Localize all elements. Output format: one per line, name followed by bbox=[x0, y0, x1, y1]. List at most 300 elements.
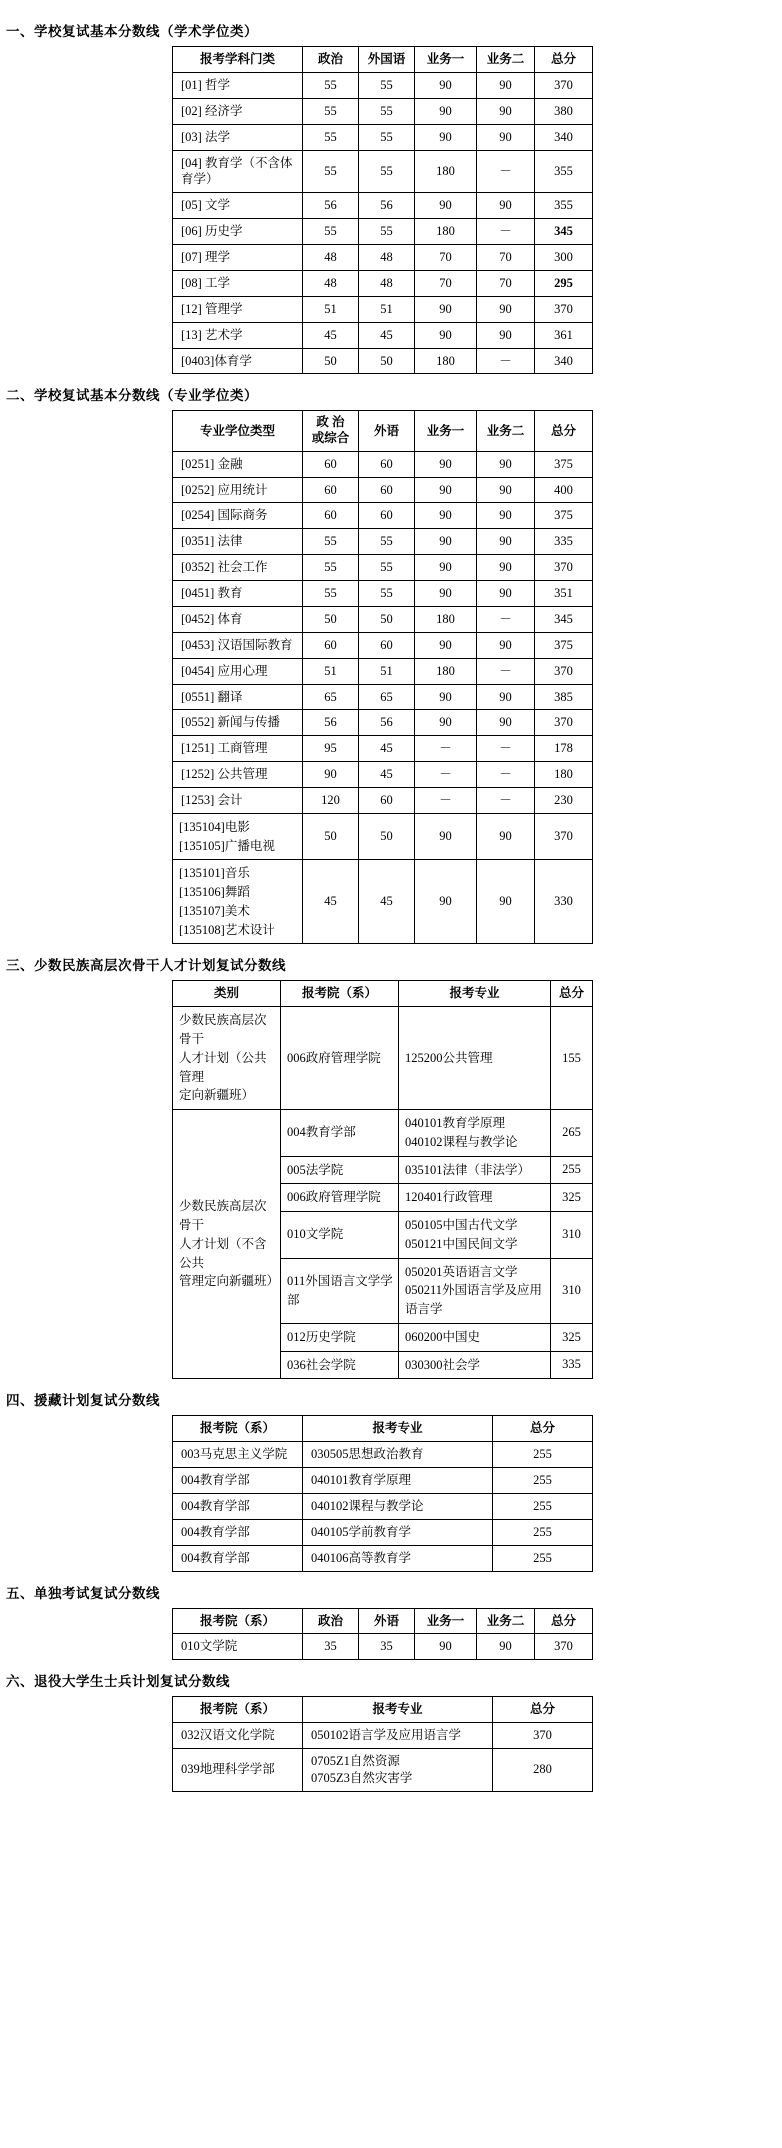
cell-major bbox=[399, 1110, 551, 1157]
cell-total: 375 bbox=[535, 451, 593, 477]
cell-politics: 55 bbox=[303, 555, 359, 581]
cell-total: 265 bbox=[551, 1110, 593, 1157]
cell-sub2: 90 bbox=[477, 632, 535, 658]
cell-foreign: 50 bbox=[359, 813, 415, 860]
table-row bbox=[173, 736, 593, 762]
cell-college: 010文学院 bbox=[281, 1212, 399, 1259]
cell-total: 400 bbox=[535, 477, 593, 503]
cell-politics: 45 bbox=[303, 322, 359, 348]
col-header-politics: 政治 bbox=[303, 1608, 359, 1634]
cell-politics: 120 bbox=[303, 788, 359, 814]
cell-foreign: 55 bbox=[359, 98, 415, 124]
cell-politics: 60 bbox=[303, 451, 359, 477]
col-header-foreign-language: 外语 bbox=[359, 411, 415, 451]
cell-major bbox=[399, 1351, 551, 1379]
cell-major bbox=[399, 1258, 551, 1323]
cell-total: 370 bbox=[535, 555, 593, 581]
cell-sub1: 90 bbox=[415, 632, 477, 658]
cell-foreign: 55 bbox=[359, 529, 415, 555]
cell-college: 010文学院 bbox=[173, 1634, 303, 1660]
major-line: 125200公共管理 bbox=[405, 1050, 493, 1065]
cell-sub2: 90 bbox=[477, 503, 535, 529]
cell-college: 006政府管理学院 bbox=[281, 1007, 399, 1110]
table-row bbox=[173, 1749, 593, 1792]
cell-major bbox=[303, 1723, 493, 1749]
cell-total: 325 bbox=[551, 1184, 593, 1212]
cell-sub1: 90 bbox=[415, 98, 477, 124]
cell-total: 295 bbox=[535, 270, 593, 296]
cell-college: 004教育学部 bbox=[281, 1110, 399, 1157]
cell-college: 032汉语文化学院 bbox=[173, 1723, 303, 1749]
cell-degree-type: [0251] 金融 bbox=[173, 451, 303, 477]
cell-sub1: 90 bbox=[415, 124, 477, 150]
col-header-major: 报考专业 bbox=[303, 1697, 493, 1723]
cell-foreign: 55 bbox=[359, 150, 415, 193]
major-line: 050201英语语言文学 bbox=[405, 1264, 518, 1279]
cell-category bbox=[173, 1007, 281, 1110]
header-line-1: 政 治 bbox=[316, 415, 345, 430]
cell-discipline: [06] 历史学 bbox=[173, 219, 303, 245]
cell-major bbox=[399, 1212, 551, 1259]
cell-politics: 51 bbox=[303, 658, 359, 684]
table-row bbox=[173, 606, 593, 632]
col-header-college: 报考院（系） bbox=[173, 1608, 303, 1634]
cell-college: 004教育学部 bbox=[173, 1519, 303, 1545]
cell-college: 005法学院 bbox=[281, 1156, 399, 1184]
cell-total: 255 bbox=[551, 1156, 593, 1184]
cell-sub2: 90 bbox=[477, 555, 535, 581]
cell-sub2: 70 bbox=[477, 270, 535, 296]
cell-sub2: － bbox=[477, 219, 535, 245]
col-header-politics-or-comprehensive bbox=[303, 411, 359, 451]
cell-degree-type: [0351] 法律 bbox=[173, 529, 303, 555]
cell-degree-type: [0451] 教育 bbox=[173, 581, 303, 607]
table-header-row bbox=[173, 1416, 593, 1442]
table-row bbox=[173, 529, 593, 555]
cell-politics: 60 bbox=[303, 632, 359, 658]
cell-foreign: 50 bbox=[359, 348, 415, 374]
table-row bbox=[173, 555, 593, 581]
col-header-major: 报考专业 bbox=[303, 1416, 493, 1442]
cell-degree-type: [0252] 应用统计 bbox=[173, 477, 303, 503]
cell-sub2: 90 bbox=[477, 813, 535, 860]
cell-sub1: 90 bbox=[415, 813, 477, 860]
cell-sub1: 90 bbox=[415, 529, 477, 555]
cell-sub2: － bbox=[477, 788, 535, 814]
major-line: 040101教育学原理 bbox=[405, 1116, 506, 1130]
col-header-foreign-language: 外语 bbox=[359, 1608, 415, 1634]
cell-sub2: 90 bbox=[477, 193, 535, 219]
cell-discipline: [05] 文学 bbox=[173, 193, 303, 219]
section-title-4: 四、援藏计划复试分数线 bbox=[6, 1393, 160, 1409]
table-row bbox=[173, 1545, 593, 1571]
cell-degree-type: [0352] 社会工作 bbox=[173, 555, 303, 581]
cell-total: 178 bbox=[535, 736, 593, 762]
cell-foreign: 56 bbox=[359, 193, 415, 219]
table-header-row bbox=[173, 47, 593, 73]
degree-line: [135107]美术 bbox=[179, 903, 250, 918]
col-header-subject-2: 业务二 bbox=[477, 47, 535, 73]
table-row bbox=[173, 1442, 593, 1468]
cell-total: 355 bbox=[535, 150, 593, 193]
table-row-multiline bbox=[173, 813, 593, 860]
cell-politics: 50 bbox=[303, 606, 359, 632]
table-row bbox=[173, 710, 593, 736]
cell-degree-type: [0454] 应用心理 bbox=[173, 658, 303, 684]
table-academic-degree bbox=[172, 46, 593, 374]
cell-politics: 60 bbox=[303, 477, 359, 503]
cell-total: 375 bbox=[535, 503, 593, 529]
cell-foreign: 60 bbox=[359, 632, 415, 658]
cell-major bbox=[399, 1156, 551, 1184]
table-row bbox=[173, 98, 593, 124]
cell-politics: 95 bbox=[303, 736, 359, 762]
degree-line: [135104]电影 bbox=[179, 819, 250, 834]
table-row bbox=[173, 124, 593, 150]
cell-foreign: 51 bbox=[359, 296, 415, 322]
cell-sub1: 90 bbox=[415, 477, 477, 503]
cell-politics: 56 bbox=[303, 710, 359, 736]
cell-major bbox=[399, 1323, 551, 1351]
table-row bbox=[173, 1519, 593, 1545]
cell-foreign: 48 bbox=[359, 270, 415, 296]
table-row bbox=[173, 1723, 593, 1749]
table-row bbox=[173, 1110, 593, 1157]
cell-politics: 65 bbox=[303, 684, 359, 710]
col-header-college: 报考院（系） bbox=[173, 1416, 303, 1442]
cell-sub1: 90 bbox=[415, 555, 477, 581]
cell-total: 255 bbox=[493, 1519, 593, 1545]
table-tibet-aid-plan bbox=[172, 1415, 593, 1571]
table-row bbox=[173, 503, 593, 529]
cell-sub2: 90 bbox=[477, 322, 535, 348]
col-header-subject-1: 业务一 bbox=[415, 47, 477, 73]
cell-total: 370 bbox=[535, 296, 593, 322]
table-row bbox=[173, 1493, 593, 1519]
cell-sub2: 70 bbox=[477, 245, 535, 271]
cell-degree-type-group bbox=[173, 813, 303, 860]
cell-total: 300 bbox=[535, 245, 593, 271]
table-header-row bbox=[173, 411, 593, 451]
cell-sub1: － bbox=[415, 736, 477, 762]
cell-sub2: 90 bbox=[477, 477, 535, 503]
table-row bbox=[173, 72, 593, 98]
degree-line: [135105]广播电视 bbox=[179, 838, 275, 853]
major-line: 050211外国语言学及应用 bbox=[405, 1283, 543, 1298]
cell-politics: 55 bbox=[303, 581, 359, 607]
col-header-total: 总分 bbox=[493, 1416, 593, 1442]
col-header-subject-1: 业务一 bbox=[415, 411, 477, 451]
cell-foreign: 55 bbox=[359, 219, 415, 245]
cell-college: 004教育学部 bbox=[173, 1493, 303, 1519]
cell-politics: 55 bbox=[303, 219, 359, 245]
cell-college: 004教育学部 bbox=[173, 1468, 303, 1494]
table-row bbox=[173, 193, 593, 219]
cell-sub2: 90 bbox=[477, 296, 535, 322]
cell-college: 006政府管理学院 bbox=[281, 1184, 399, 1212]
cell-total: 180 bbox=[535, 762, 593, 788]
degree-line: [135101]音乐 bbox=[179, 866, 250, 881]
table-row bbox=[173, 658, 593, 684]
col-header-college: 报考院（系） bbox=[281, 981, 399, 1007]
cell-major: 040106高等教育学 bbox=[303, 1545, 493, 1571]
cell-degree-type: [0552] 新闻与传播 bbox=[173, 710, 303, 736]
category-line: 少数民族高层次骨干 bbox=[179, 1199, 267, 1232]
cell-total: 280 bbox=[493, 1749, 593, 1792]
cell-total: 351 bbox=[535, 581, 593, 607]
cell-sub2: 90 bbox=[477, 124, 535, 150]
cell-sub1: 90 bbox=[415, 193, 477, 219]
table-row bbox=[173, 1634, 593, 1660]
col-header-degree-type: 专业学位类型 bbox=[173, 411, 303, 451]
section-title-6: 六、退役大学生士兵计划复试分数线 bbox=[6, 1674, 230, 1690]
table-row bbox=[173, 451, 593, 477]
cell-total: 375 bbox=[535, 632, 593, 658]
major-line: 语言学 bbox=[405, 1302, 443, 1316]
cell-college: 011外国语言文学学部 bbox=[281, 1258, 399, 1323]
col-header-major: 报考专业 bbox=[399, 981, 551, 1007]
cell-major: 040101教育学原理 bbox=[303, 1468, 493, 1494]
cell-total: 255 bbox=[493, 1493, 593, 1519]
degree-line: [135106]舞蹈 bbox=[179, 885, 250, 900]
major-line: 050102语言学及应用语言学 bbox=[311, 1728, 462, 1743]
cell-college: 036社会学院 bbox=[281, 1351, 399, 1379]
cell-sub2: 90 bbox=[477, 529, 535, 555]
cell-major bbox=[399, 1184, 551, 1212]
category-line: 少数民族高层次骨干 bbox=[179, 1013, 267, 1046]
cell-sub1: 180 bbox=[415, 606, 477, 632]
cell-degree-type: [0453] 汉语国际教育 bbox=[173, 632, 303, 658]
cell-college: 004教育学部 bbox=[173, 1545, 303, 1571]
cell-foreign: 65 bbox=[359, 684, 415, 710]
cell-sub1: － bbox=[415, 762, 477, 788]
cell-foreign: 51 bbox=[359, 658, 415, 684]
col-header-politics: 政治 bbox=[303, 47, 359, 73]
cell-total: 370 bbox=[493, 1723, 593, 1749]
cell-discipline: [0403]体育学 bbox=[173, 348, 303, 374]
cell-sub2: 90 bbox=[477, 581, 535, 607]
cell-discipline: [12] 管理学 bbox=[173, 296, 303, 322]
section-title-1: 一、学校复试基本分数线（学术学位类） bbox=[6, 24, 258, 39]
cell-major: 030505思想政治教育 bbox=[303, 1442, 493, 1468]
cell-sub1: 180 bbox=[415, 219, 477, 245]
cell-sub2: 90 bbox=[477, 98, 535, 124]
cell-politics: 55 bbox=[303, 124, 359, 150]
cell-total: 370 bbox=[535, 813, 593, 860]
category-line: 人才计划（公共管理 bbox=[179, 1050, 267, 1084]
cell-total: 385 bbox=[535, 684, 593, 710]
cell-sub2: － bbox=[477, 658, 535, 684]
col-header-total: 总分 bbox=[535, 1608, 593, 1634]
cell-sub2: － bbox=[477, 736, 535, 762]
cell-foreign: 50 bbox=[359, 606, 415, 632]
cell-major bbox=[303, 1749, 493, 1792]
cell-degree-type-group bbox=[173, 860, 303, 944]
category-line: 定向新疆班） bbox=[179, 1088, 255, 1103]
cell-total: 380 bbox=[535, 98, 593, 124]
table-row-multiline bbox=[173, 860, 593, 944]
table-row bbox=[173, 684, 593, 710]
section-title-5: 五、单独考试复试分数线 bbox=[6, 1585, 160, 1601]
cell-foreign: 60 bbox=[359, 503, 415, 529]
table-row bbox=[173, 1468, 593, 1494]
cell-politics: 50 bbox=[303, 813, 359, 860]
cell-major bbox=[399, 1007, 551, 1110]
cell-foreign: 48 bbox=[359, 245, 415, 271]
cell-sub2: － bbox=[477, 762, 535, 788]
cell-degree-type: [1252] 公共管理 bbox=[173, 762, 303, 788]
cell-politics: 55 bbox=[303, 150, 359, 193]
cell-sub1: 180 bbox=[415, 658, 477, 684]
cell-politics: 45 bbox=[303, 860, 359, 944]
table-row bbox=[173, 1007, 593, 1110]
cell-total: 335 bbox=[551, 1351, 593, 1379]
cell-sub1: 70 bbox=[415, 245, 477, 271]
cell-politics: 35 bbox=[303, 1634, 359, 1660]
major-line: 030300社会学 bbox=[405, 1357, 481, 1372]
col-header-total: 总分 bbox=[535, 411, 593, 451]
cell-sub1: 90 bbox=[415, 296, 477, 322]
cell-sub1: － bbox=[415, 788, 477, 814]
col-header-subject-1: 业务一 bbox=[415, 1608, 477, 1634]
cell-total: 340 bbox=[535, 124, 593, 150]
major-line: 050105中国古代文学 bbox=[405, 1218, 518, 1232]
table-row bbox=[173, 477, 593, 503]
cell-total: 345 bbox=[535, 606, 593, 632]
cell-politics: 55 bbox=[303, 98, 359, 124]
cell-foreign: 60 bbox=[359, 788, 415, 814]
cell-degree-type: [1251] 工商管理 bbox=[173, 736, 303, 762]
cell-sub2: 90 bbox=[477, 72, 535, 98]
cell-sub1: 70 bbox=[415, 270, 477, 296]
cell-category bbox=[173, 1110, 281, 1379]
cell-politics: 51 bbox=[303, 296, 359, 322]
cell-sub1: 90 bbox=[415, 322, 477, 348]
cell-degree-type: [0452] 体育 bbox=[173, 606, 303, 632]
cell-discipline: [04] 教育学（不含体育学） bbox=[173, 150, 303, 193]
cell-total: 330 bbox=[535, 860, 593, 944]
major-line: 120401行政管理 bbox=[405, 1190, 493, 1205]
table-veteran-soldier-plan bbox=[172, 1696, 593, 1792]
table-header-row bbox=[173, 1697, 593, 1723]
cell-sub1: 90 bbox=[415, 451, 477, 477]
cell-total: 310 bbox=[551, 1212, 593, 1259]
cell-degree-type: [1253] 会计 bbox=[173, 788, 303, 814]
major-line: 060200中国史 bbox=[405, 1329, 481, 1344]
cell-total: 255 bbox=[493, 1468, 593, 1494]
table-row bbox=[173, 788, 593, 814]
category-line: 管理定向新疆班） bbox=[179, 1274, 280, 1289]
cell-total: 255 bbox=[493, 1442, 593, 1468]
cell-politics: 48 bbox=[303, 270, 359, 296]
col-header-college: 报考院（系） bbox=[173, 1697, 303, 1723]
cell-sub1: 90 bbox=[415, 1634, 477, 1660]
cell-total: 255 bbox=[493, 1545, 593, 1571]
cell-sub2: － bbox=[477, 150, 535, 193]
cell-total: 325 bbox=[551, 1323, 593, 1351]
table-professional-degree bbox=[172, 410, 593, 944]
cell-sub1: 90 bbox=[415, 710, 477, 736]
major-line: 035101法律（非法学） bbox=[405, 1162, 531, 1177]
cell-total: 155 bbox=[551, 1007, 593, 1110]
table-row bbox=[173, 245, 593, 271]
cell-sub2: 90 bbox=[477, 1634, 535, 1660]
col-header-category: 类别 bbox=[173, 981, 281, 1007]
table-header-row bbox=[173, 1608, 593, 1634]
col-header-total: 总分 bbox=[493, 1697, 593, 1723]
cell-sub1: 90 bbox=[415, 684, 477, 710]
cell-college: 039地理科学学部 bbox=[173, 1749, 303, 1792]
cell-total: 310 bbox=[551, 1258, 593, 1323]
cell-discipline: [01] 哲学 bbox=[173, 72, 303, 98]
major-line: 040102课程与教学论 bbox=[405, 1134, 518, 1149]
category-line: 人才计划（不含公共 bbox=[179, 1236, 267, 1270]
cell-total: 370 bbox=[535, 72, 593, 98]
table-minority-backbone-plan bbox=[172, 980, 593, 1379]
cell-discipline: [07] 理学 bbox=[173, 245, 303, 271]
col-header-discipline: 报考学科门类 bbox=[173, 47, 303, 73]
cell-total: 230 bbox=[535, 788, 593, 814]
cell-sub1: 90 bbox=[415, 581, 477, 607]
col-header-subject-2: 业务二 bbox=[477, 1608, 535, 1634]
cell-total: 355 bbox=[535, 193, 593, 219]
header-line-2: 或综合 bbox=[311, 431, 350, 445]
cell-foreign: 60 bbox=[359, 451, 415, 477]
cell-total: 370 bbox=[535, 658, 593, 684]
cell-foreign: 56 bbox=[359, 710, 415, 736]
cell-total: 370 bbox=[535, 1634, 593, 1660]
table-row bbox=[173, 762, 593, 788]
cell-foreign: 45 bbox=[359, 322, 415, 348]
cell-discipline: [02] 经济学 bbox=[173, 98, 303, 124]
cell-college: 003马克思主义学院 bbox=[173, 1442, 303, 1468]
cell-major: 040105学前教育学 bbox=[303, 1519, 493, 1545]
cell-foreign: 55 bbox=[359, 72, 415, 98]
cell-sub2: 90 bbox=[477, 860, 535, 944]
cell-total: 361 bbox=[535, 322, 593, 348]
cell-sub2: 90 bbox=[477, 684, 535, 710]
table-row bbox=[173, 322, 593, 348]
cell-foreign: 45 bbox=[359, 860, 415, 944]
table-row bbox=[173, 219, 593, 245]
cell-sub1: 90 bbox=[415, 860, 477, 944]
cell-politics: 55 bbox=[303, 72, 359, 98]
major-line: 050121中国民间文学 bbox=[405, 1236, 518, 1251]
cell-sub2: 90 bbox=[477, 451, 535, 477]
cell-discipline: [08] 工学 bbox=[173, 270, 303, 296]
table-row bbox=[173, 348, 593, 374]
major-line: 0705Z1自然资源 bbox=[311, 1754, 400, 1768]
cell-sub2: － bbox=[477, 606, 535, 632]
table-row bbox=[173, 632, 593, 658]
col-header-total: 总分 bbox=[535, 47, 593, 73]
cell-foreign: 35 bbox=[359, 1634, 415, 1660]
cell-discipline: [13] 艺术学 bbox=[173, 322, 303, 348]
cell-politics: 90 bbox=[303, 762, 359, 788]
cell-degree-type: [0254] 国际商务 bbox=[173, 503, 303, 529]
cell-total: 370 bbox=[535, 710, 593, 736]
cell-foreign: 45 bbox=[359, 762, 415, 788]
cell-discipline: [03] 法学 bbox=[173, 124, 303, 150]
cell-total: 340 bbox=[535, 348, 593, 374]
col-header-total: 总分 bbox=[551, 981, 593, 1007]
section-title-3: 三、少数民族高层次骨干人才计划复试分数线 bbox=[6, 958, 286, 974]
col-header-subject-2: 业务二 bbox=[477, 411, 535, 451]
cell-college: 012历史学院 bbox=[281, 1323, 399, 1351]
cell-total: 345 bbox=[535, 219, 593, 245]
cell-politics: 56 bbox=[303, 193, 359, 219]
cell-politics: 55 bbox=[303, 529, 359, 555]
